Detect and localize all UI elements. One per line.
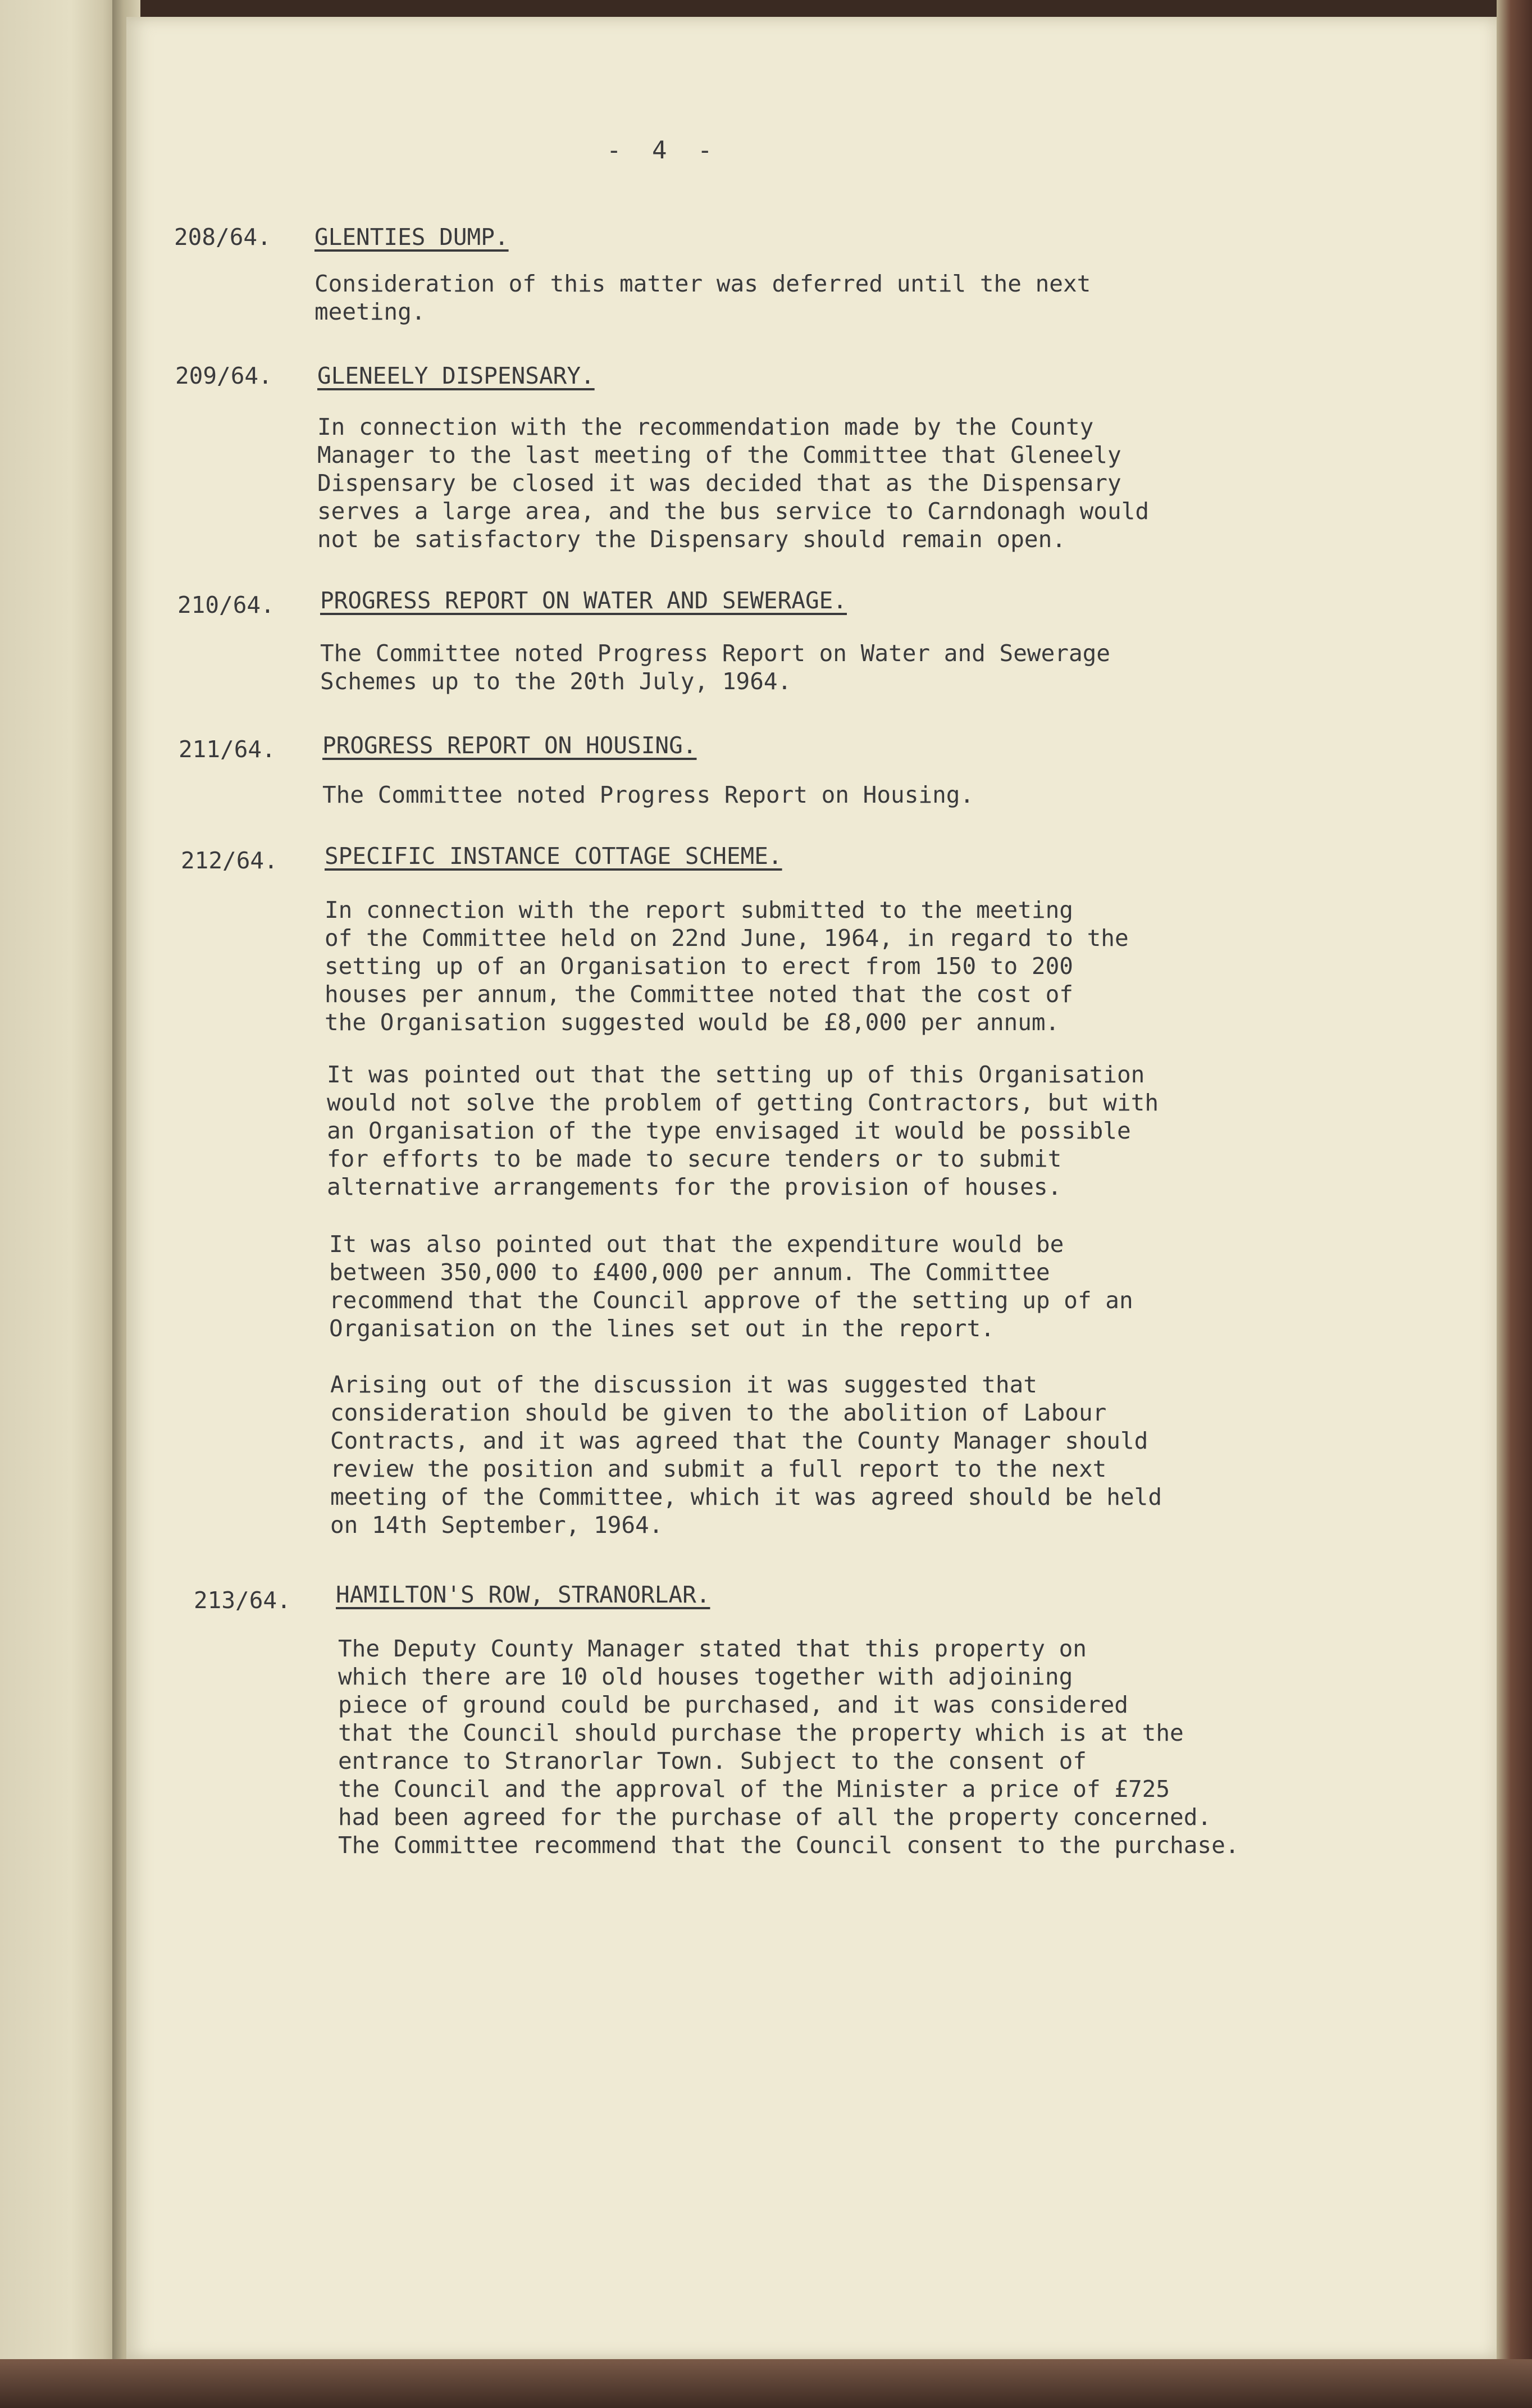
minute-paragraph: It was pointed out that the setting up of this Organisation would not solve the problem of getting Contractors, but with an Organisation of the type envisaged it would be possible for efforts to be made to secure tenders or to submit alternative arrangements for the provision of houses. <box>327 1061 1159 1200</box>
minute-heading: GLENTIES DUMP. <box>314 224 509 251</box>
minute-paragraph: In connection with the report submitted to the meeting of the Committee held on 22nd June, 1964, in regard to the setting up of an Organisation to erect from 150 to 200 houses per annum, the Committee noted that the cost of the Organisation suggested would be £8,000 per annum. <box>325 896 1129 1036</box>
minute-number: 209/64. <box>175 362 272 389</box>
book-cover-bottom <box>0 2359 1532 2408</box>
page-number: - 4 - <box>607 136 721 165</box>
minute-paragraph: In connection with the recommendation made by the County Manager to the last meeting of the Committee that Gleneely Dispensary be closed it was decided that as the Dispensary serves a large area, and the bus service to Carndonagh would not be satisfactory the Dispensary should remain open. <box>317 413 1150 553</box>
minute-heading: SPECIFIC INSTANCE COTTAGE SCHEME. <box>325 843 782 870</box>
minute-paragraph: The Deputy County Manager stated that this property on which there are 10 old houses together with adjoining piece of ground could be purchased, and it was considered that the Council should purchase the property which is at the entrance to Stranorlar Town. Subject to the consent of the Council and the approval of the Minister a price of £725 had been agreed for the purchase of all the property concerned. The Committee recommend that the Council consent to the purchase. <box>338 1635 1239 1859</box>
minute-heading: PROGRESS REPORT ON HOUSING. <box>322 732 697 759</box>
minute-heading: HAMILTON'S ROW, STRANORLAR. <box>336 1581 710 1608</box>
minute-heading: PROGRESS REPORT ON WATER AND SEWERAGE. <box>320 587 847 614</box>
minute-paragraph: Consideration of this matter was deferred until the next meeting. <box>314 270 1091 325</box>
minute-paragraph: It was also pointed out that the expenditure would be between 350,000 to £400,000 per annum. The Committee recommend that the Council approve of the setting up of an Organisation on the lines set out in the report. <box>329 1231 1133 1342</box>
book-cover-edge <box>1497 0 1532 2408</box>
minute-number: 212/64. <box>181 847 278 874</box>
minute-paragraph: The Committee noted Progress Report on Water and Sewerage Schemes up to the 20th July, 1964. <box>320 640 1110 695</box>
minute-heading: GLENEELY DISPENSARY. <box>317 362 595 389</box>
minute-number: 208/64. <box>174 224 271 251</box>
minute-paragraph: The Committee noted Progress Report on Housing. <box>322 781 974 808</box>
minute-number: 211/64. <box>179 736 276 763</box>
minute-number: 210/64. <box>177 591 275 618</box>
previous-page-edge <box>0 0 129 2408</box>
minute-number: 213/64. <box>194 1587 291 1614</box>
minute-paragraph: Arising out of the discussion it was suggested that consideration should be given to the abolition of Labour Contracts, and it was agreed that the County Manager should review the position and submit a full report to the next meeting of the Committee, which it was agreed should be held on 14th September, 1964. <box>330 1371 1162 1538</box>
